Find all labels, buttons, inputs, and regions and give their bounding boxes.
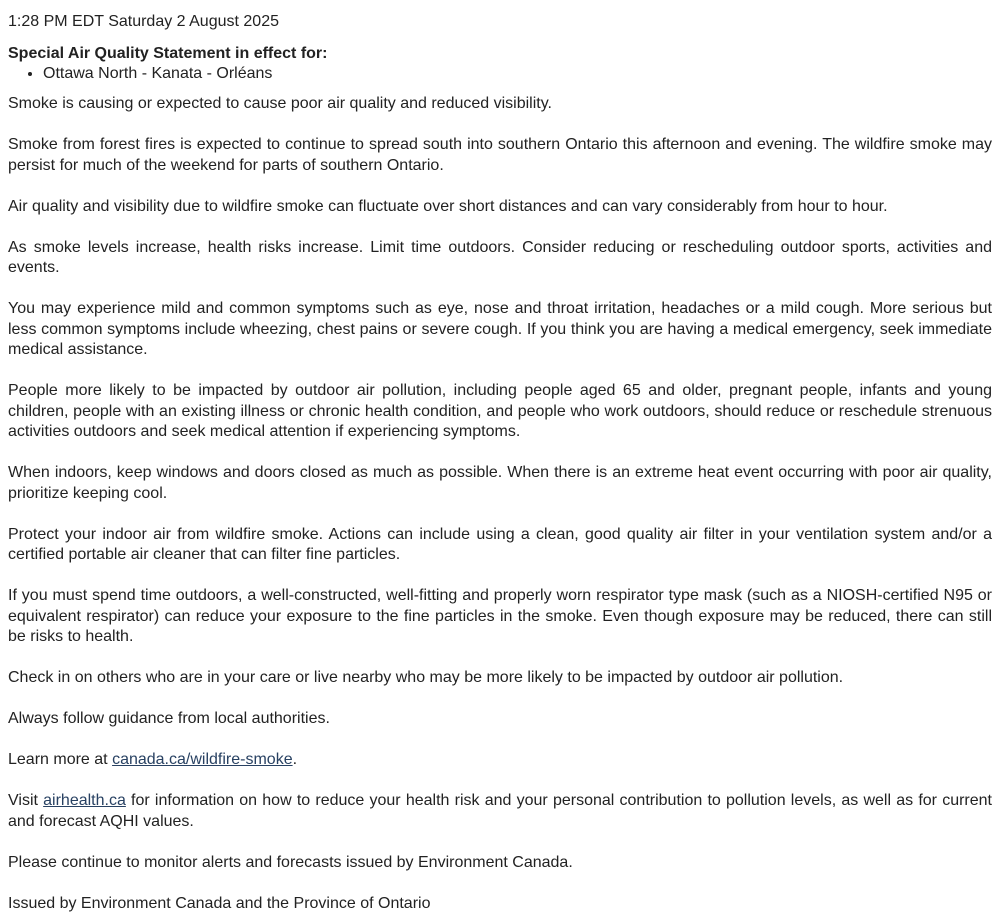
paragraph-health-risks: As smoke levels increase, health risks increase. Limit time outdoors. Consider reducing or rescheduling outdoor sports, activities and events. xyxy=(8,238,992,279)
visit-suffix: for information on how to reduce your health risk and your personal contribution to pollution levels, as well as for current and forecast AQHI values. xyxy=(8,792,992,830)
issued-timestamp: 1:28 PM EDT Saturday 2 August 2025 xyxy=(8,12,992,32)
paragraph-check-others: Check in on others who are in your care or live nearby who may be more likely to be impacted by outdoor air pollution. xyxy=(8,668,992,689)
learn-more-suffix: . xyxy=(293,751,297,768)
paragraph-local-authorities: Always follow guidance from local authorities. xyxy=(8,709,992,730)
paragraph-forest-fires: Smoke from forest fires is expected to continue to spread south into southern Ontario this afternoon and evening. The wildfire smoke may persist for much of the weekend for parts of southern Ontario. xyxy=(8,135,992,176)
paragraph-smoke-summary: Smoke is causing or expected to cause poor air quality and reduced visibility. xyxy=(8,94,992,115)
paragraph-respirator: If you must spend time outdoors, a well-constructed, well-fitting and properly worn respirator type mask (such as a NIOSH-certified N95 or equivalent respirator) can reduce your exposure to the fine particles in the smoke. Even though exposure may be reduced, there can still be risks to health. xyxy=(8,586,992,648)
learn-more-prefix: Learn more at xyxy=(8,751,112,768)
visit-prefix: Visit xyxy=(8,792,43,809)
statement-title: Special Air Quality Statement in effect for: xyxy=(8,44,992,64)
affected-regions-list xyxy=(8,64,992,84)
paragraph-indoor-air: Protect your indoor air from wildfire smoke. Actions can include using a clean, good quality air filter in your ventilation system and/or a certified portable air cleaner that can filter fine particles. xyxy=(8,525,992,566)
paragraph-indoors: When indoors, keep windows and doors closed as much as possible. When there is an extreme heat event occurring with poor air quality, prioritize keeping cool. xyxy=(8,463,992,504)
wildfire-smoke-link[interactable]: canada.ca/wildfire-smoke xyxy=(112,751,293,768)
paragraph-fluctuation: Air quality and visibility due to wildfire smoke can fluctuate over short distances and can vary considerably from hour to hour. xyxy=(8,197,992,218)
paragraph-issued-by: Issued by Environment Canada and the Province of Ontario xyxy=(8,894,992,914)
region-item: • Ottawa North - Kanata - Orléans xyxy=(43,64,992,84)
paragraph-visit-airhealth xyxy=(8,791,992,832)
airhealth-link[interactable]: airhealth.ca xyxy=(43,792,126,809)
paragraph-learn-more xyxy=(8,750,992,771)
paragraph-monitor-alerts: Please continue to monitor alerts and forecasts issued by Environment Canada. xyxy=(8,853,992,874)
paragraph-vulnerable-people: People more likely to be impacted by outdoor air pollution, including people aged 65 and older, pregnant people, infants and young children, people with an existing illness or chronic health condition, and people who work outdoors, should reduce or reschedule strenuous activities outdoors and seek medical attention if experiencing symptoms. xyxy=(8,381,992,443)
paragraph-symptoms: You may experience mild and common symptoms such as eye, nose and throat irritation, headaches or a mild cough. More serious but less common symptoms include wheezing, chest pains or severe cough. If you think you are having a medical emergency, seek immediate medical assistance. xyxy=(8,299,992,361)
